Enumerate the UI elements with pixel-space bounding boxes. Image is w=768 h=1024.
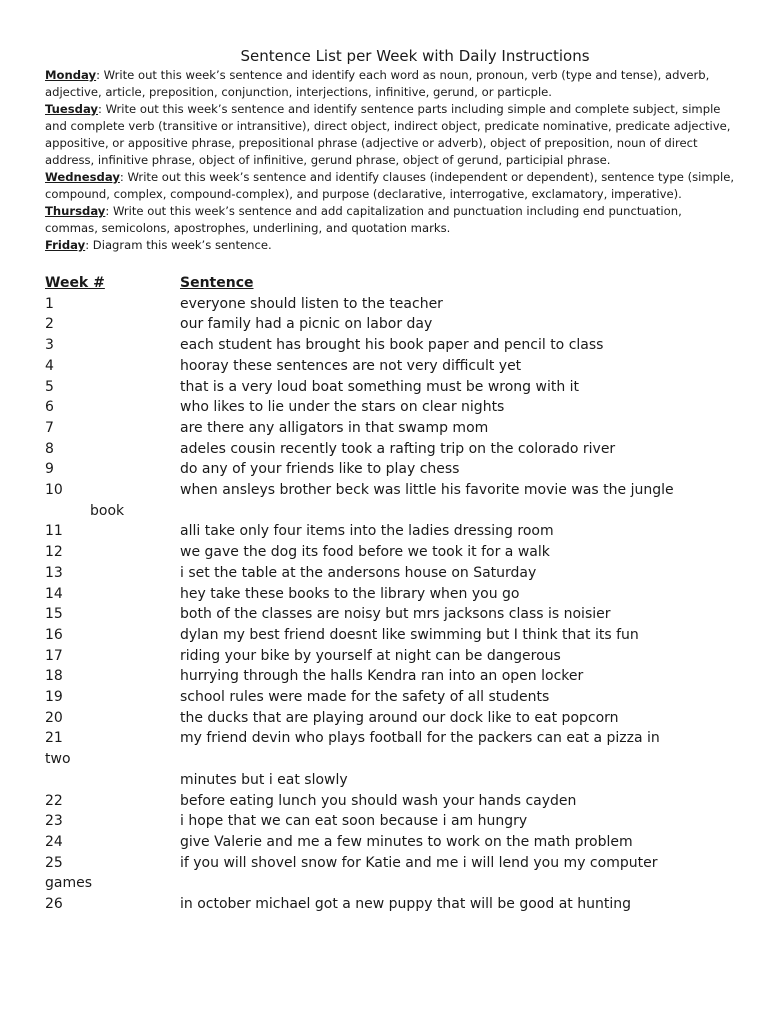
- sentence-continuation: two: [45, 751, 71, 768]
- sentence-text: i hope that we can eat soon because i am hungry: [180, 813, 528, 830]
- sentence-text: alli take only four items into the ladies dressing room: [180, 523, 554, 540]
- instruction-text: : Write out this week’s sentence and identify sentence parts including simple and complete subject, simple and complete verb (transitive or intransitive), direct object, indirect object, predicate nominative, predicate adjective, appositive, or appositive phrase, prepositional phrase (adjective or adverb), object of preposition, noun of direct address, infinitive phrase, object of infinitive, gerund phrase, object of gerund, participial phrase.: [45, 102, 731, 167]
- sentence-text: i set the table at the andersons house on Saturday: [180, 564, 537, 581]
- sentence-text: dylan my best friend doesnt like swimming but I think that its fun: [180, 626, 639, 643]
- week-number: 26: [45, 896, 63, 913]
- instruction-monday: [45, 67, 735, 101]
- instruction-text: : Write out this week’s sentence and add capitalization and punctuation including end punctuation, commas, semicolons, apostrophes, underlining, and quotation marks.: [45, 204, 682, 235]
- week-number: 19: [45, 689, 63, 706]
- instruction-text: : Write out this week’s sentence and identify each word as noun, pronoun, verb (type and tense), adverb, adjective, article, preposition, conjunction, interjections, infinitive, gerund, or particple.: [45, 68, 710, 99]
- table-row: [45, 294, 735, 315]
- sentence-text: hey take these books to the library when you go: [180, 585, 520, 602]
- sentence-text: in october michael got a new puppy that will be good at hunting: [180, 896, 631, 913]
- table-row: [45, 894, 735, 915]
- table-row: [45, 521, 735, 542]
- week-number: 13: [45, 564, 63, 581]
- instruction-text: : Write out this week’s sentence and identify clauses (independent or dependent), sentence type (simple, compound, complex, compound-complex), and purpose (declarative, interrogative, exclamatory, imperative).: [45, 170, 735, 201]
- sentence-text: if you will shovel snow for Katie and me i will lend you my computer: [180, 854, 658, 871]
- table-header-row: [45, 273, 735, 294]
- sentence-continuation: minutes but i eat slowly: [180, 771, 348, 788]
- table-row: [45, 666, 735, 687]
- sentence-column-header: Sentence: [180, 275, 254, 291]
- week-number: 1: [45, 295, 54, 312]
- table-row: [45, 480, 735, 521]
- week-number: 14: [45, 585, 63, 602]
- table-row: [45, 377, 735, 398]
- week-number: 16: [45, 626, 63, 643]
- table-row: [45, 791, 735, 812]
- sentence-text: that is a very loud boat something must be wrong with it: [180, 378, 580, 395]
- table-row: [45, 397, 735, 418]
- sentence-text: each student has brought his book paper and pencil to class: [180, 337, 604, 354]
- week-number: 10: [45, 482, 63, 499]
- table-row: [45, 314, 735, 335]
- table-row: [45, 563, 735, 584]
- instruction-tuesday: [45, 101, 735, 169]
- sentence-text: before eating lunch you should wash your hands cayden: [180, 792, 577, 809]
- sentence-table: [45, 273, 735, 915]
- table-row: [45, 708, 735, 729]
- sentence-text: both of the classes are noisy but mrs jacksons class is noisier: [180, 606, 611, 623]
- sentence-text: when ansleys brother beck was little his favorite movie was the jungle: [180, 482, 674, 499]
- sentence-text: who likes to lie under the stars on clear nights: [180, 399, 505, 416]
- week-number: 11: [45, 523, 63, 540]
- sentence-text: we gave the dog its food before we took it for a walk: [180, 544, 550, 561]
- day-label: Tuesday: [45, 102, 98, 116]
- sentence-text: are there any alligators in that swamp mom: [180, 419, 489, 436]
- table-row: [45, 832, 735, 853]
- week-number: 9: [45, 461, 54, 478]
- instruction-thursday: [45, 203, 735, 237]
- table-row: [45, 459, 735, 480]
- week-number: 6: [45, 399, 54, 416]
- table-row: [45, 687, 735, 708]
- week-column-header: Week #: [45, 275, 105, 291]
- week-number: 3: [45, 337, 54, 354]
- sentence-continuation: book: [90, 502, 125, 519]
- page-title: Sentence List per Week with Daily Instructions: [240, 47, 590, 65]
- day-label: Wednesday: [45, 170, 120, 184]
- instruction-friday: [45, 237, 735, 254]
- sentence-text: hurrying through the halls Kendra ran into an open locker: [180, 668, 584, 685]
- day-label: Thursday: [45, 204, 106, 218]
- sentence-text: school rules were made for the safety of all students: [180, 689, 550, 706]
- table-row: [45, 604, 735, 625]
- week-number: 23: [45, 813, 63, 830]
- sentence-text: our family had a picnic on labor day: [180, 316, 433, 333]
- week-number: 12: [45, 544, 63, 561]
- week-number: 25: [45, 854, 63, 871]
- table-row: [45, 356, 735, 377]
- week-number: 22: [45, 792, 63, 809]
- sentence-text: the ducks that are playing around our dock like to eat popcorn: [180, 709, 619, 726]
- week-number: 15: [45, 606, 63, 623]
- sentence-text: everyone should listen to the teacher: [180, 295, 443, 312]
- table-row: [45, 584, 735, 605]
- sentence-text: riding your bike by yourself at night can be dangerous: [180, 647, 561, 664]
- day-label: Monday: [45, 68, 97, 82]
- sentence-text: hooray these sentences are not very difficult yet: [180, 357, 522, 374]
- table-row: [45, 418, 735, 439]
- sentence-text: adeles cousin recently took a rafting trip on the colorado river: [180, 440, 616, 457]
- table-row: [45, 728, 735, 790]
- table-row: [45, 853, 735, 894]
- table-row: [45, 811, 735, 832]
- table-row: [45, 625, 735, 646]
- sentence-continuation: games: [45, 875, 93, 892]
- sentence-text: my friend devin who plays football for the packers can eat a pizza in: [180, 730, 660, 747]
- week-number: 21: [45, 730, 63, 747]
- week-number: 8: [45, 440, 54, 457]
- document-page: [45, 46, 735, 915]
- week-number: 18: [45, 668, 63, 685]
- instruction-text: : Diagram this week’s sentence.: [85, 238, 272, 252]
- week-number: 2: [45, 316, 54, 333]
- week-number: 24: [45, 833, 63, 850]
- week-number: 7: [45, 419, 54, 436]
- daily-instructions: [45, 67, 735, 254]
- table-row: [45, 335, 735, 356]
- week-number: 4: [45, 357, 54, 374]
- table-row: [45, 439, 735, 460]
- week-number: 17: [45, 647, 63, 664]
- sentence-text: do any of your friends like to play chess: [180, 461, 460, 478]
- table-row: [45, 646, 735, 667]
- sentence-text: give Valerie and me a few minutes to work on the math problem: [180, 833, 633, 850]
- week-number: 20: [45, 709, 63, 726]
- instruction-wednesday: [45, 169, 735, 203]
- week-number: 5: [45, 378, 54, 395]
- day-label: Friday: [45, 238, 86, 252]
- table-row: [45, 542, 735, 563]
